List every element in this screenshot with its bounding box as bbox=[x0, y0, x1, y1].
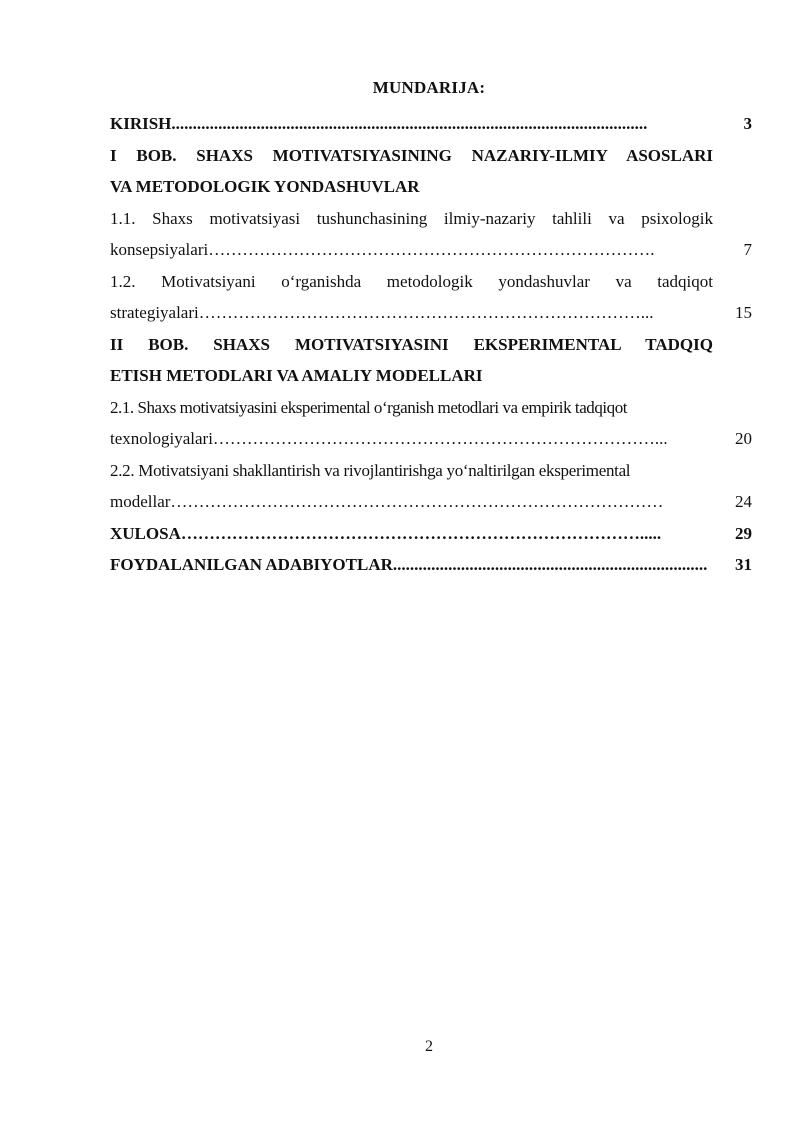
toc-entry-text: KIRISH................................................................................................................ bbox=[110, 114, 648, 133]
table-of-contents bbox=[110, 108, 752, 581]
toc-entry-text: strategiyalari……………………………………………………………………... bbox=[110, 303, 654, 322]
toc-entry-kirish[interactable] bbox=[110, 108, 752, 140]
toc-entry-chapter-1[interactable] bbox=[110, 140, 752, 172]
toc-entry-section-2-2[interactable] bbox=[110, 455, 752, 487]
toc-entry-chapter-1-cont[interactable] bbox=[110, 171, 752, 203]
toc-entry-text: modellar…………………………………………………………………………… bbox=[110, 492, 664, 511]
toc-entry-page: 3 bbox=[743, 114, 752, 133]
toc-entry-text: konsepsiyalari……………………………………………………………………. bbox=[110, 240, 655, 259]
toc-entry-text: I BOB. SHAXS MOTIVATSIYASINING NAZARIY-ILMIY ASOSLARI bbox=[110, 145, 713, 165]
toc-entry-page: 29 bbox=[735, 523, 752, 543]
toc-entry-chapter-2[interactable] bbox=[110, 329, 752, 361]
toc-title: MUNDARIJA: bbox=[372, 78, 486, 97]
page-number: 2 bbox=[425, 1038, 433, 1055]
toc-entry-section-1-2[interactable] bbox=[110, 266, 752, 298]
toc-entry-text: FOYDALANILGAN ADABIYOTLAR.......................................................................... bbox=[110, 555, 708, 574]
toc-entry-section-2-2-cont[interactable] bbox=[110, 486, 752, 518]
toc-entry-text: 2.2. Motivatsiyani shakllantirish va rivojlantirishga yo‘naltirilgan eksperimental bbox=[110, 460, 631, 480]
toc-entry-text: 1.1. Shaxs motivatsiyasi tushunchasining ilmiy-nazariy tahlili va psixologik bbox=[110, 208, 713, 228]
toc-entry-section-2-1-cont[interactable] bbox=[110, 423, 752, 455]
toc-entry-page: 20 bbox=[735, 429, 752, 448]
toc-entry-chapter-2-cont[interactable] bbox=[110, 360, 752, 392]
toc-entry-section-1-1[interactable] bbox=[110, 203, 752, 235]
toc-entry-text: VA METODOLOGIK YONDASHUVLAR bbox=[110, 177, 420, 196]
toc-entry-text: ETISH METODLARI VA AMALIY MODELLARI bbox=[110, 366, 483, 385]
toc-entry-text: XULOSA………………………………………………………………………..... bbox=[110, 523, 662, 543]
toc-entry-references[interactable] bbox=[110, 549, 752, 581]
toc-entry-page: 15 bbox=[735, 303, 752, 322]
toc-entry-text: 2.1. Shaxs motivatsiyasini eksperimental o‘rganish metodlari va empirik tadqiqot bbox=[110, 397, 628, 417]
toc-entry-page: 31 bbox=[735, 555, 752, 574]
toc-entry-text: II BOB. SHAXS MOTIVATSIYASINI EKSPERIMENTAL TADQIQ bbox=[110, 334, 713, 354]
toc-entry-page: 24 bbox=[735, 492, 752, 511]
toc-entry-section-1-1-cont[interactable] bbox=[110, 234, 752, 266]
toc-entry-xulosa[interactable] bbox=[110, 518, 752, 550]
toc-entry-section-2-1[interactable] bbox=[110, 392, 752, 424]
toc-entry-text: 1.2. Motivatsiyani o‘rganishda metodologik yondashuvlar va tadqiqot bbox=[110, 271, 713, 291]
toc-entry-text: texnologiyalari……………………………………………………………………... bbox=[110, 429, 668, 448]
toc-entry-page: 7 bbox=[743, 240, 752, 259]
toc-entry-section-1-2-cont[interactable] bbox=[110, 297, 752, 329]
